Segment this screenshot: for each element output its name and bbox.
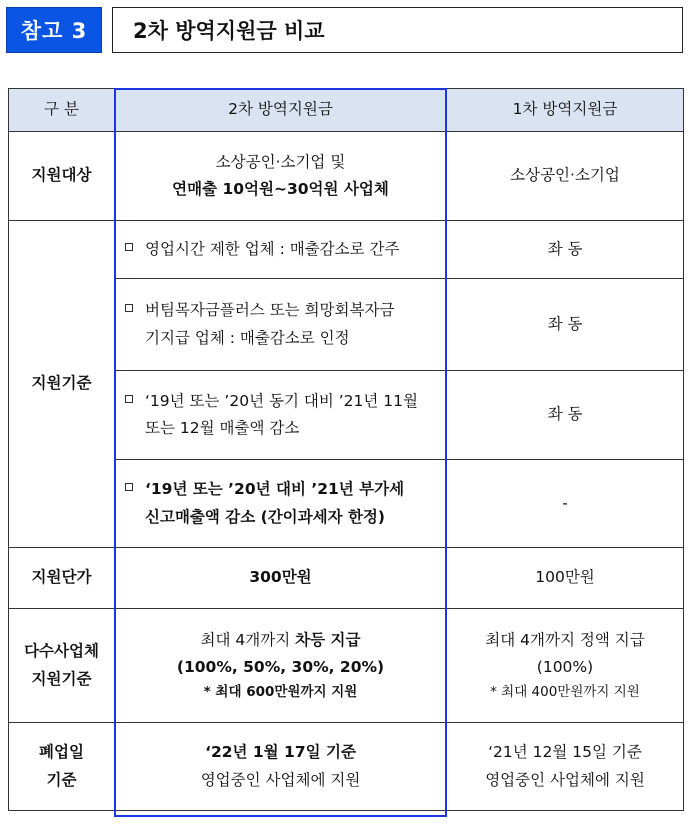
cell-target-first: 소상공인·소기업 xyxy=(447,132,684,221)
row-label-amount: 지원단가 xyxy=(9,548,115,609)
multi-first: 최대 4개까지 정액 지급 (100%) * 최대 400만원까지 지원 xyxy=(447,609,684,723)
bullet-square-icon xyxy=(125,243,133,251)
header-category: 구 분 xyxy=(9,89,115,132)
comparison-table xyxy=(8,88,684,811)
multi-first-note: * 최대 400만원까지 지원 xyxy=(490,683,640,700)
criteria-first-1: 좌 동 xyxy=(447,221,684,279)
criteria-item-4: ‘19년 또는 ’20년 대비 ’21년 부가세 신고매출액 감소 (간이과세자 한정) xyxy=(115,460,447,548)
multi-second-note: * 최대 600만원까지 지원 xyxy=(203,683,358,700)
row-label-criteria: 지원기준 xyxy=(9,221,115,548)
row-label-target: 지원대상 xyxy=(9,132,115,221)
amount-second: 300만원 xyxy=(115,548,447,609)
bullet-square-icon xyxy=(125,395,133,403)
row-closure xyxy=(9,723,684,811)
bullet-square-icon xyxy=(125,483,133,491)
closure-first: ‘21년 12월 15일 기준 영업중인 사업체에 지원 xyxy=(447,723,684,811)
title-bar xyxy=(6,7,683,53)
criteria-first-4: - xyxy=(447,460,684,548)
row-amount xyxy=(9,548,684,609)
page-title: 2차 방역지원금 비교 xyxy=(112,7,683,53)
criteria-item-3: ‘19년 또는 ’20년 동기 대비 ’21년 11월 또는 12월 매출액 감소 xyxy=(115,371,447,460)
criteria-item-2: 버팀목자금플러스 또는 희망회복자금 기지급 업체 : 매출감소로 인정 xyxy=(115,279,447,371)
criteria-item-1: 영업시간 제한 업체 : 매출감소로 간주 xyxy=(115,221,447,279)
multi-second: 최대 4개까지 차등 지급 (100%, 50%, 30%, 20%) * 최대 600만원까지 지원 xyxy=(115,609,447,723)
row-label-closure: 폐업일 기준 xyxy=(9,723,115,811)
amount-first: 100만원 xyxy=(447,548,684,609)
closure-second: ‘22년 1월 17일 기준 영업중인 사업체에 지원 xyxy=(115,723,447,811)
bullet-square-icon xyxy=(125,304,133,312)
row-multi xyxy=(9,609,684,723)
reference-badge: 참고 3 xyxy=(6,7,102,53)
criteria-first-2: 좌 동 xyxy=(447,279,684,371)
header-second-round: 2차 방역지원금 xyxy=(115,89,447,132)
criteria-first-3: 좌 동 xyxy=(447,371,684,460)
target-second-line1: 소상공인·소기업 및 xyxy=(215,152,346,171)
cell-target-second xyxy=(115,132,447,221)
header-row xyxy=(9,89,684,132)
row-target xyxy=(9,132,684,221)
row-label-multi: 다수사업체 지원기준 xyxy=(9,609,115,723)
target-second-line2: 연매출 10억원~30억원 사업체 xyxy=(172,180,389,198)
row-criteria-1 xyxy=(9,221,684,279)
header-first-round: 1차 방역지원금 xyxy=(447,89,684,132)
